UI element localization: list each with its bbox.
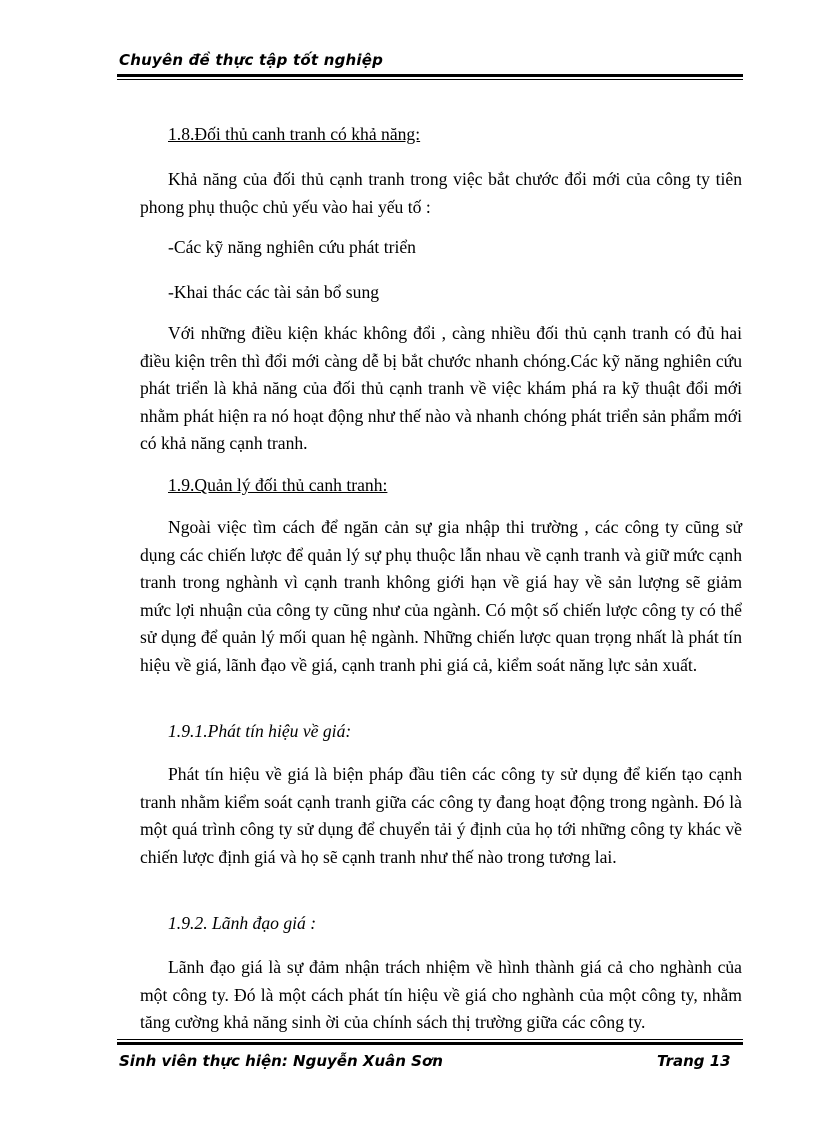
header-divider — [117, 74, 743, 77]
footer-divider — [117, 1042, 743, 1045]
footer-page-number: Trang 13 — [657, 1052, 731, 1070]
list-item-rd-skills: -Các kỹ năng nghiên cứu phát triển — [168, 237, 416, 257]
list-item-complementary-assets: -Khai thác các tài sản bổ sung — [168, 282, 380, 302]
paragraph-conditions: Với những điều kiện khác không đổi , càng nhiều đối thủ cạnh tranh có đủ hai điều kiện trên thì đổi mới càng dễ bị bắt chước nhanh chóng.Các kỹ năng nghiên cứu phát triển là khả năng của đối thủ cạnh tranh về việc khám phá ra kỹ thuật đổi mới nhằm phát hiện ra nó hoạt động như thế nào và nhanh chóng phát triển sản phẩm mới có khả năng cạnh tranh. — [140, 323, 742, 453]
subsection-heading-1-9-2: 1.9.2. Lãnh đạo giá : — [168, 913, 317, 933]
section-heading-1-9: 1.9.Quản lý đối thủ canh tranh: — [168, 475, 388, 495]
paragraph-price-leadership: Lãnh đạo giá là sự đảm nhận trách nhiệm về hình thành giá cả cho nghành của một công ty. Đó là một cách phát tín hiệu về giá cho nghành của một công ty, nhằm tăng cường khả năng sinh ời của chính sách thị trường giữa các công ty. — [140, 957, 742, 1032]
subsection-heading-1-9-1: 1.9.1.Phát tín hiệu về giá: — [168, 721, 352, 741]
paragraph-price-signaling: Phát tín hiệu về giá là biện pháp đầu tiên các công ty sử dụng để kiến tạo cạnh tranh nhằm kiểm soát cạnh tranh giữa các công ty đang hoạt động trong ngành. Đó là một quá trình công ty sử dụng để chuyển tải ý định của họ tới những công ty khác về chiến lược định giá và họ sẽ cạnh tranh như thế nào trong tương lai. — [140, 764, 742, 867]
page-header-title: Chuyên đề thực tập tốt nghiệp — [119, 51, 384, 69]
footer-divider-thin — [117, 1039, 743, 1040]
paragraph-managing-rivalry: Ngoài việc tìm cách để ngăn cản sự gia nhập thi trường , các công ty cũng sử dụng các chiến lược để quản lý sự phụ thuộc lẫn nhau về cạnh tranh và giữ mức cạnh tranh trong nghành vì cạnh tranh không giới hạn về giá hay về sản lượng sẽ giảm mức lợi nhuận của công ty cũng như của ngành. Có một số chiến lược công ty có thể sử dụng để quản lý mối quan hệ ngành. Những chiến lược quan trọng nhất là phát tín hiệu về giá, lãnh đạo về giá, cạnh tranh phi giá cả, kiểm soát năng lực sản xuất. — [140, 517, 742, 675]
header-divider-thin — [117, 79, 743, 80]
paragraph-imitation-ability: Khả năng của đối thủ cạnh tranh trong việc bắt chước đổi mới của công ty tiên phong phụ thuộc chủ yếu vào hai yếu tố : — [140, 169, 742, 217]
section-heading-1-8: 1.8.Đối thủ canh tranh có khả năng: — [168, 124, 421, 144]
footer-author: Sinh viên thực hiện: Nguyễn Xuân Sơn — [119, 1052, 443, 1070]
